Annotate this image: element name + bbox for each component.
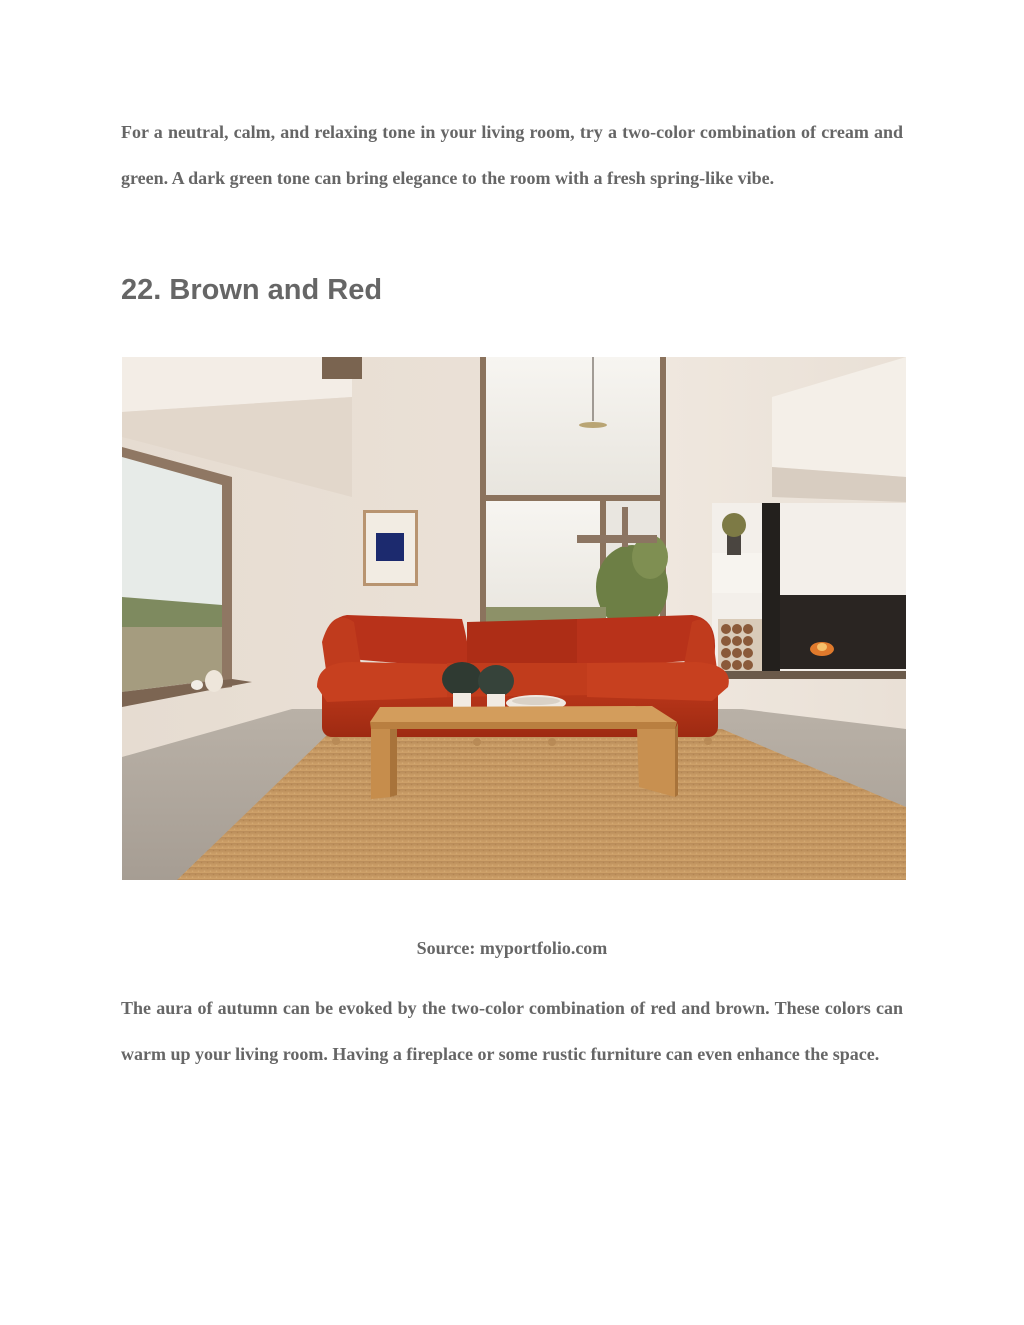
section-heading: 22. Brown and Red: [121, 274, 383, 306]
body-paragraph: The aura of autumn can be evoked by the two-color combination of red and brown. These colors can warm up your living room. Having a fireplace or some rustic furniture can even enhance the space.: [121, 998, 903, 1064]
living-room-photo: [122, 357, 906, 880]
intro-paragraph: For a neutral, calm, and relaxing tone in your living room, try a two-color combination of cream and green. A dark green tone can bring elegance to the room with a fresh spring-like vibe.: [121, 122, 903, 188]
image-source-caption: Source: myportfolio.com: [416, 938, 608, 958]
